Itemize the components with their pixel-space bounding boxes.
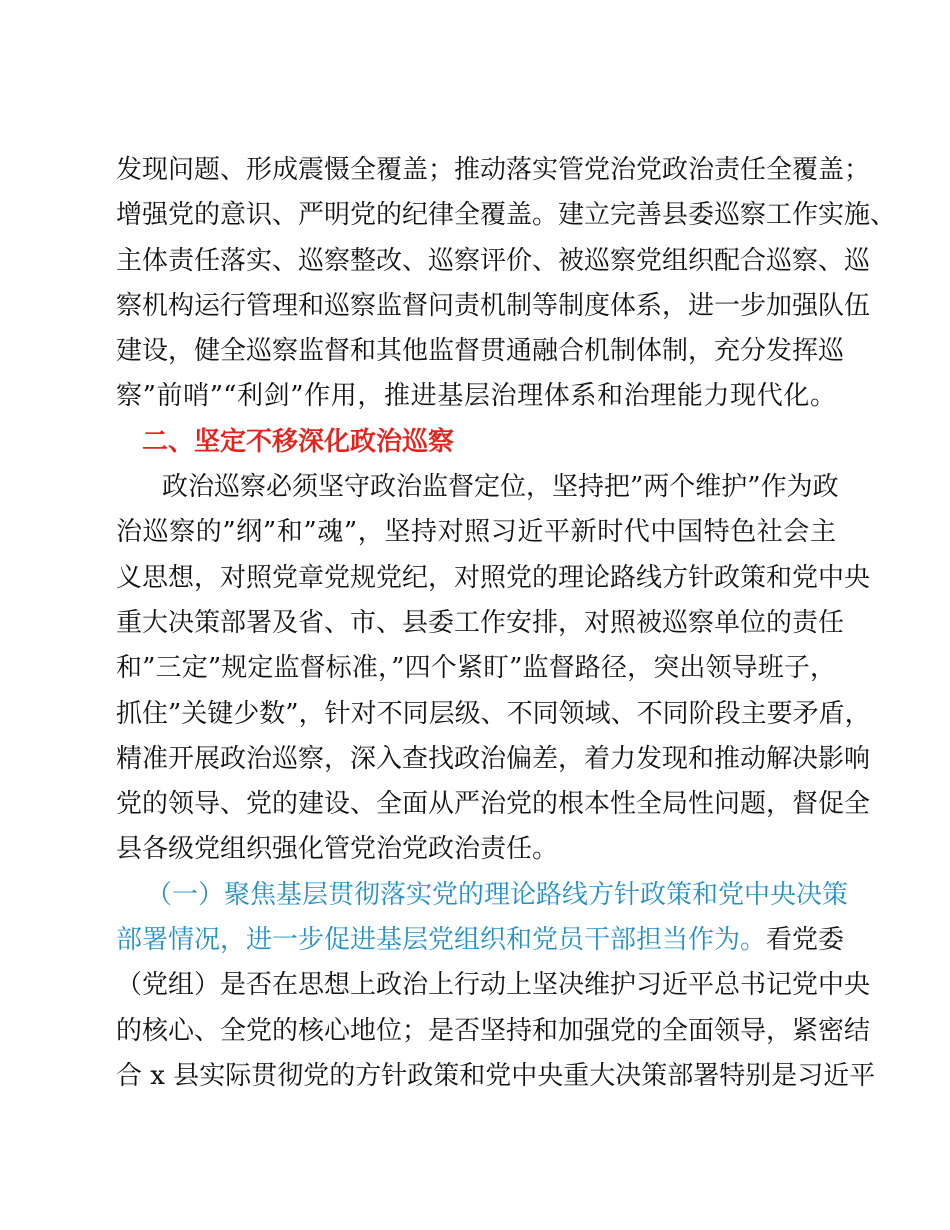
- text-line: 治巡察的”纲”和”魂”，坚持对照习近平新时代中国特色社会主: [116, 517, 836, 548]
- text-line: 察”前哨”“利剑”作用，推进基层治理体系和治理能力现代化。: [116, 381, 836, 412]
- paragraph-2: [116, 465, 871, 873]
- section-heading: 二、坚定不移深化政治巡察: [142, 426, 455, 457]
- text-line: 察机构运行管理和巡察监督问责机制等制度体系，进一步加强队伍: [116, 290, 871, 321]
- text-line: 增强党的意识、严明党的纪律全覆盖。建立完善县委巡察工作实施、: [116, 200, 897, 231]
- text-line: 县各级党组织强化管党治党政治责任。: [116, 834, 559, 865]
- text-span: 看党委: [766, 925, 845, 956]
- text-line: 发现问题、形成震慑全覆盖；推动落实管党治党政治责任全覆盖；: [116, 155, 871, 185]
- document-body: [116, 148, 897, 1099]
- text-line: 的核心、全党的核心地位；是否坚持和加强党的全面领导，紧密结: [116, 1015, 871, 1046]
- paragraph-3: [116, 873, 876, 1099]
- text-line: 和”三定”规定监督标准，”四个紧盯”监督路径，突出领导班子，: [116, 653, 836, 684]
- text-line: 精准开展政治巡察，深入查找政治偏差，着力发现和推动解决影响: [116, 743, 871, 774]
- text-line: 义思想，对照党章党规党纪，对照党的理论路线方针政策和党中央: [116, 562, 871, 593]
- text-line: 党的领导、党的建设、全面从严治党的根本性全局性问题，督促全: [116, 789, 871, 820]
- text-line: 政治巡察必须坚守政治监督定位，坚持把”两个维护”作为政: [162, 472, 839, 503]
- subheading-text: 部署情况，进一步促进基层党组织和党员干部担当作为。: [116, 925, 767, 956]
- text-line: （党组）是否在思想上政治上行动上坚决维护习近平总书记党中央: [116, 970, 871, 1001]
- mixed-line: [116, 918, 845, 963]
- paragraph-1: [116, 148, 897, 420]
- text-line: 主体责任落实、巡察整改、巡察评价、被巡察党组织配合巡察、巡: [116, 245, 871, 276]
- text-line: 建设，健全巡察监督和其他监督贯通融合机制体制，充分发挥巡: [116, 336, 845, 367]
- text-line: 合 x 县实际贯彻党的方针政策和党中央重大决策部署特别是习近平: [116, 1060, 876, 1091]
- subheading-line: （一）聚焦基层贯彻落实党的理论路线方针政策和党中央决策: [146, 879, 849, 910]
- text-line: 抓住”关键少数”，针对不同层级、不同领域、不同阶段主要矛盾，: [116, 698, 871, 729]
- text-line: 重大决策部署及省、市、县委工作安排，对照被巡察单位的责任: [116, 607, 845, 638]
